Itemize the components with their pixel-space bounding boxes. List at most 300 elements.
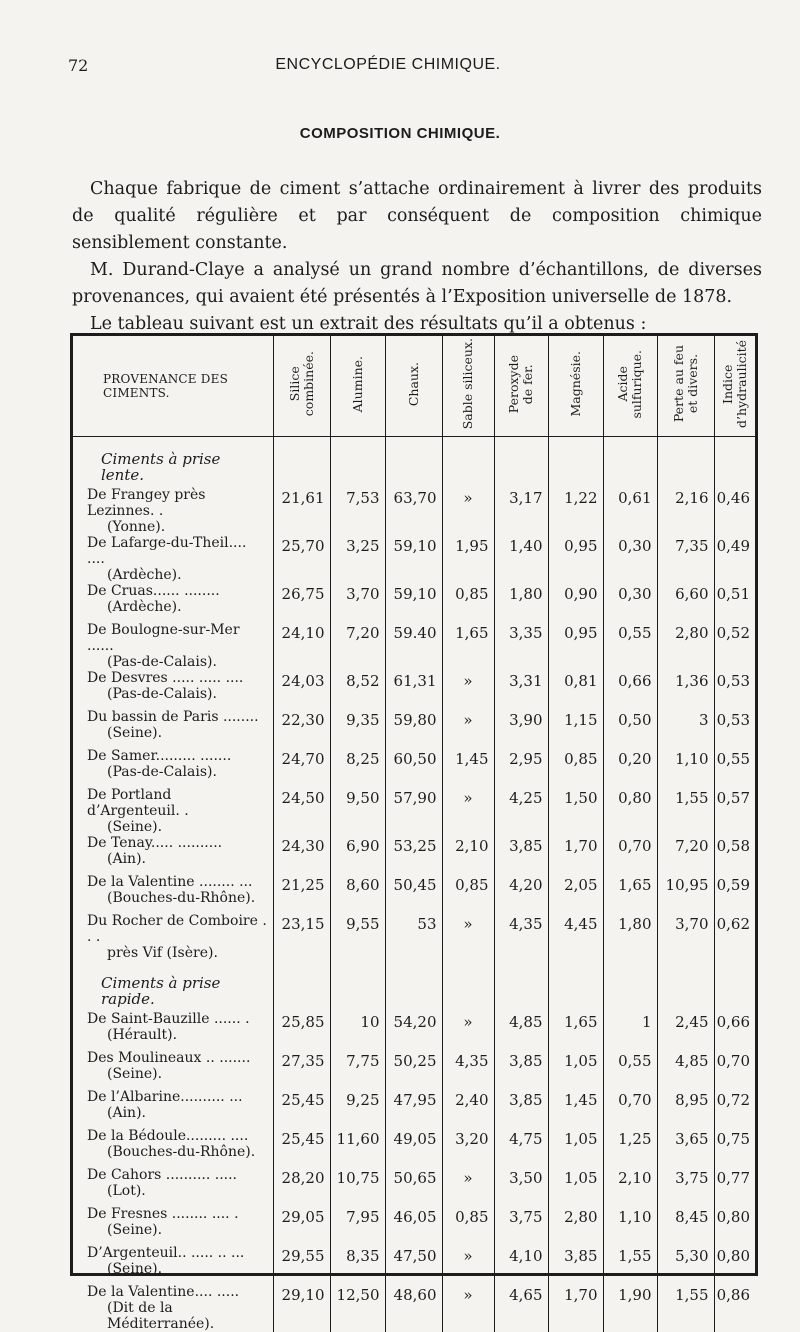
value-cell: 0,95 bbox=[548, 622, 603, 670]
provenance-cell bbox=[73, 1128, 273, 1167]
value-cell: 0,77 bbox=[714, 1167, 755, 1206]
provenance-cell bbox=[73, 1050, 273, 1089]
provenance-region: (Ardèche). bbox=[87, 567, 268, 583]
value-cell: 29,10 bbox=[273, 1284, 330, 1332]
table-row bbox=[73, 874, 755, 913]
value-cell: 3,35 bbox=[494, 622, 548, 670]
value-cell: 1,10 bbox=[657, 748, 714, 787]
empty-cell bbox=[442, 961, 494, 1011]
provenance-region: (Seine). bbox=[87, 819, 268, 835]
value-cell: 1,10 bbox=[603, 1206, 657, 1245]
value-cell: 3,70 bbox=[657, 913, 714, 961]
value-cell: 50,25 bbox=[385, 1050, 442, 1089]
value-cell: 2,45 bbox=[657, 1011, 714, 1050]
table-row bbox=[73, 487, 755, 535]
value-cell: 50,65 bbox=[385, 1167, 442, 1206]
value-cell: 53,25 bbox=[385, 835, 442, 874]
column-header bbox=[603, 336, 657, 437]
provenance-name: De l’Albarine.......... ... bbox=[87, 1089, 243, 1105]
group-row bbox=[73, 437, 755, 488]
empty-cell bbox=[494, 961, 548, 1011]
value-cell: 54,20 bbox=[385, 1011, 442, 1050]
value-cell: 0,50 bbox=[603, 709, 657, 748]
provenance-name: De Saint-Bauzille ...... . bbox=[87, 1011, 250, 1027]
value-cell: 9,35 bbox=[330, 709, 385, 748]
value-cell: 9,25 bbox=[330, 1089, 385, 1128]
provenance-region: (Seine). bbox=[87, 1066, 268, 1082]
value-cell: 0,70 bbox=[603, 1089, 657, 1128]
column-header-label: Sable siliceux. bbox=[461, 338, 475, 429]
value-cell: 0,52 bbox=[714, 622, 755, 670]
table-row bbox=[73, 583, 755, 622]
value-cell: 0,57 bbox=[714, 787, 755, 835]
empty-cell bbox=[714, 961, 755, 1011]
column-header-label: Alumine. bbox=[351, 356, 365, 412]
empty-cell bbox=[330, 961, 385, 1011]
value-cell: 0,62 bbox=[714, 913, 755, 961]
provenance-name: De la Valentine.... ..... bbox=[87, 1284, 239, 1300]
value-cell: 2,16 bbox=[657, 487, 714, 535]
value-cell: 1,65 bbox=[548, 1011, 603, 1050]
column-header-label: Indice d’hydraulicité bbox=[721, 340, 749, 428]
empty-cell bbox=[385, 437, 442, 488]
value-cell: 4,45 bbox=[548, 913, 603, 961]
value-cell: 3 bbox=[657, 709, 714, 748]
empty-cell bbox=[548, 437, 603, 488]
value-cell: 0,30 bbox=[603, 583, 657, 622]
value-cell: 48,60 bbox=[385, 1284, 442, 1332]
value-cell: 2,80 bbox=[548, 1206, 603, 1245]
value-cell: 1,15 bbox=[548, 709, 603, 748]
value-cell: 5,30 bbox=[657, 1245, 714, 1284]
table-row bbox=[73, 1050, 755, 1089]
value-cell: 0,51 bbox=[714, 583, 755, 622]
value-cell: 2,95 bbox=[494, 748, 548, 787]
provenance-region: (Hérault). bbox=[87, 1027, 268, 1043]
provenance-cell bbox=[73, 622, 273, 670]
value-cell: 25,85 bbox=[273, 1011, 330, 1050]
value-cell: 7,95 bbox=[330, 1206, 385, 1245]
value-cell: 0,53 bbox=[714, 709, 755, 748]
column-header-label: Acide sulfurique. bbox=[616, 350, 644, 419]
provenance-name: De Portland d’Argenteuil. . bbox=[87, 787, 189, 819]
value-cell: 1,05 bbox=[548, 1050, 603, 1089]
value-cell: 2,40 bbox=[442, 1089, 494, 1128]
value-cell: 0,85 bbox=[442, 583, 494, 622]
provenance-name: De Tenay..... .......... bbox=[87, 835, 222, 851]
value-cell: 57,90 bbox=[385, 787, 442, 835]
value-cell: 8,52 bbox=[330, 670, 385, 709]
column-header bbox=[657, 336, 714, 437]
running-title: ENCYCLOPÉDIE CHIMIQUE. bbox=[68, 56, 708, 74]
empty-cell bbox=[714, 437, 755, 488]
provenance-cell bbox=[73, 535, 273, 583]
value-cell: 9,50 bbox=[330, 787, 385, 835]
value-cell: 4,35 bbox=[494, 913, 548, 961]
table-row bbox=[73, 787, 755, 835]
value-cell: 7,20 bbox=[330, 622, 385, 670]
value-cell: 3,65 bbox=[657, 1128, 714, 1167]
value-cell: 0,55 bbox=[714, 748, 755, 787]
value-cell: 0,81 bbox=[548, 670, 603, 709]
value-cell: » bbox=[442, 1011, 494, 1050]
provenance-region: près Vif (Isère). bbox=[87, 945, 268, 961]
value-cell: 25,70 bbox=[273, 535, 330, 583]
value-cell: 50,45 bbox=[385, 874, 442, 913]
provenance-cell bbox=[73, 913, 273, 961]
value-cell: 9,55 bbox=[330, 913, 385, 961]
value-cell: 7,35 bbox=[657, 535, 714, 583]
provenance-name: De Boulogne-sur-Mer ...... bbox=[87, 622, 240, 654]
value-cell: 4,25 bbox=[494, 787, 548, 835]
table-row bbox=[73, 1089, 755, 1128]
value-cell: 63,70 bbox=[385, 487, 442, 535]
value-cell: 3,75 bbox=[657, 1167, 714, 1206]
value-cell: 1,70 bbox=[548, 835, 603, 874]
empty-cell bbox=[603, 961, 657, 1011]
value-cell: 0,80 bbox=[714, 1245, 755, 1284]
value-cell: 10 bbox=[330, 1011, 385, 1050]
provenance-cell bbox=[73, 787, 273, 835]
provenance-region: (Ain). bbox=[87, 851, 268, 867]
value-cell: 24,70 bbox=[273, 748, 330, 787]
provenance-name: De la Valentine ........ ... bbox=[87, 874, 252, 890]
provenance-name: Des Moulineaux .. ....... bbox=[87, 1050, 250, 1066]
value-cell: 53 bbox=[385, 913, 442, 961]
value-cell: 3,85 bbox=[548, 1245, 603, 1284]
value-cell: 7,53 bbox=[330, 487, 385, 535]
value-cell: 61,31 bbox=[385, 670, 442, 709]
column-header bbox=[494, 336, 548, 437]
column-header bbox=[714, 336, 755, 437]
value-cell: 0,85 bbox=[442, 1206, 494, 1245]
value-cell: 1,80 bbox=[603, 913, 657, 961]
table-row bbox=[73, 622, 755, 670]
table-row bbox=[73, 1128, 755, 1167]
value-cell: 47,50 bbox=[385, 1245, 442, 1284]
value-cell: 12,50 bbox=[330, 1284, 385, 1332]
value-cell: 47,95 bbox=[385, 1089, 442, 1128]
value-cell: 3,20 bbox=[442, 1128, 494, 1167]
provenance-name: D’Argenteuil.. ..... .. ... bbox=[87, 1245, 244, 1261]
value-cell: 59.40 bbox=[385, 622, 442, 670]
column-header-label: Magnésie. bbox=[569, 351, 583, 417]
empty-cell bbox=[657, 437, 714, 488]
column-header-label: Silice combinée. bbox=[288, 351, 316, 416]
empty-cell bbox=[273, 437, 330, 488]
empty-cell bbox=[442, 437, 494, 488]
value-cell: 60,50 bbox=[385, 748, 442, 787]
column-header bbox=[548, 336, 603, 437]
value-cell: » bbox=[442, 913, 494, 961]
value-cell: 0,46 bbox=[714, 487, 755, 535]
provenance-region: (Seine). bbox=[87, 1261, 268, 1277]
value-cell: 25,45 bbox=[273, 1128, 330, 1167]
value-cell: 2,80 bbox=[657, 622, 714, 670]
value-cell: 23,15 bbox=[273, 913, 330, 961]
table-row bbox=[73, 1284, 755, 1332]
value-cell: 4,65 bbox=[494, 1284, 548, 1332]
provenance-cell bbox=[73, 1167, 273, 1206]
value-cell: 29,05 bbox=[273, 1206, 330, 1245]
value-cell: 4,10 bbox=[494, 1245, 548, 1284]
value-cell: 21,25 bbox=[273, 874, 330, 913]
value-cell: 8,25 bbox=[330, 748, 385, 787]
group-label: Ciments à prise rapide. bbox=[73, 961, 273, 1011]
empty-cell bbox=[330, 437, 385, 488]
value-cell: 3,17 bbox=[494, 487, 548, 535]
value-cell: 1,80 bbox=[494, 583, 548, 622]
value-cell: 8,45 bbox=[657, 1206, 714, 1245]
value-cell: 3,25 bbox=[330, 535, 385, 583]
provenance-region: (Lot). bbox=[87, 1183, 268, 1199]
value-cell: 0,86 bbox=[714, 1284, 755, 1332]
value-cell: 10,95 bbox=[657, 874, 714, 913]
column-header-provenance: PROVENANCE DES CIMENTS. bbox=[73, 336, 273, 437]
provenance-region: (Bouches-du-Rhône). bbox=[87, 890, 268, 906]
empty-cell bbox=[657, 961, 714, 1011]
value-cell: 0,55 bbox=[603, 1050, 657, 1089]
value-cell: 7,75 bbox=[330, 1050, 385, 1089]
value-cell: 24,50 bbox=[273, 787, 330, 835]
provenance-cell bbox=[73, 709, 273, 748]
value-cell: 59,10 bbox=[385, 583, 442, 622]
value-cell: 0,95 bbox=[548, 535, 603, 583]
table-row bbox=[73, 709, 755, 748]
value-cell: 0,30 bbox=[603, 535, 657, 583]
value-cell: » bbox=[442, 1284, 494, 1332]
provenance-region: (Pas-de-Calais). bbox=[87, 764, 268, 780]
provenance-cell bbox=[73, 1284, 273, 1332]
value-cell: 1,05 bbox=[548, 1167, 603, 1206]
column-header-label: Perte au feu et divers. bbox=[672, 345, 700, 422]
value-cell: 3,85 bbox=[494, 1050, 548, 1089]
table-body bbox=[73, 437, 755, 1332]
column-header-label: Chaux. bbox=[407, 362, 421, 406]
value-cell: 59,10 bbox=[385, 535, 442, 583]
table-row bbox=[73, 1167, 755, 1206]
value-cell: 49,05 bbox=[385, 1128, 442, 1167]
provenance-name: De Cahors .......... ..... bbox=[87, 1167, 237, 1183]
provenance-name: De Desvres ..... ..... .... bbox=[87, 670, 243, 686]
value-cell: 1,70 bbox=[548, 1284, 603, 1332]
provenance-cell bbox=[73, 583, 273, 622]
value-cell: 3,50 bbox=[494, 1167, 548, 1206]
value-cell: 3,70 bbox=[330, 583, 385, 622]
value-cell: 3,85 bbox=[494, 1089, 548, 1128]
value-cell: 0,49 bbox=[714, 535, 755, 583]
table-row bbox=[73, 835, 755, 874]
value-cell: 24,10 bbox=[273, 622, 330, 670]
value-cell: 4,20 bbox=[494, 874, 548, 913]
value-cell: » bbox=[442, 670, 494, 709]
value-cell: 1,22 bbox=[548, 487, 603, 535]
value-cell: 0,85 bbox=[442, 874, 494, 913]
column-header bbox=[330, 336, 385, 437]
value-cell: 1,05 bbox=[548, 1128, 603, 1167]
table-row bbox=[73, 748, 755, 787]
value-cell: 0,80 bbox=[603, 787, 657, 835]
value-cell: 0,70 bbox=[714, 1050, 755, 1089]
empty-cell bbox=[385, 961, 442, 1011]
value-cell: » bbox=[442, 1245, 494, 1284]
column-header-label: Peroxyde de fer. bbox=[507, 355, 535, 413]
value-cell: 3,90 bbox=[494, 709, 548, 748]
value-cell: 0,61 bbox=[603, 487, 657, 535]
value-cell: 29,55 bbox=[273, 1245, 330, 1284]
value-cell: 46,05 bbox=[385, 1206, 442, 1245]
provenance-name: De Frangey près Lezinnes. . bbox=[87, 487, 205, 519]
empty-cell bbox=[494, 437, 548, 488]
column-header bbox=[442, 336, 494, 437]
value-cell: 1,95 bbox=[442, 535, 494, 583]
value-cell: 0,55 bbox=[603, 622, 657, 670]
value-cell: » bbox=[442, 1167, 494, 1206]
table-row bbox=[73, 670, 755, 709]
intro-paragraph: M. Durand-Claye a analysé un grand nombre d’échantillons, de diverses provenances, qui avaient été présentés à l’Exposition universelle de 1878. bbox=[72, 257, 762, 311]
value-cell: » bbox=[442, 487, 494, 535]
provenance-cell bbox=[73, 487, 273, 535]
value-cell: 0,66 bbox=[714, 1011, 755, 1050]
provenance-name: Du Rocher de Comboire . . . bbox=[87, 913, 267, 945]
value-cell: 1,55 bbox=[603, 1245, 657, 1284]
value-cell: 0,58 bbox=[714, 835, 755, 874]
group-label: Ciments à prise lente. bbox=[73, 437, 273, 488]
value-cell: 1,45 bbox=[548, 1089, 603, 1128]
value-cell: 4,35 bbox=[442, 1050, 494, 1089]
value-cell: 6,90 bbox=[330, 835, 385, 874]
value-cell: 4,75 bbox=[494, 1128, 548, 1167]
value-cell: 22,30 bbox=[273, 709, 330, 748]
value-cell: 26,75 bbox=[273, 583, 330, 622]
value-cell: 3,31 bbox=[494, 670, 548, 709]
intro-paragraph: Chaque fabrique de ciment s’attache ordinairement à livrer des produits de qualité régulière et par conséquent de composition chimique sensiblement constante. bbox=[72, 176, 762, 257]
provenance-region: (Dit de la Méditerranée). bbox=[87, 1300, 268, 1332]
value-cell: 7,20 bbox=[657, 835, 714, 874]
value-cell: » bbox=[442, 709, 494, 748]
value-cell: 2,05 bbox=[548, 874, 603, 913]
value-cell: 4,85 bbox=[494, 1011, 548, 1050]
value-cell: 1,36 bbox=[657, 670, 714, 709]
value-cell: 1,90 bbox=[603, 1284, 657, 1332]
group-row bbox=[73, 961, 755, 1011]
provenance-region: (Ain). bbox=[87, 1105, 268, 1121]
value-cell: 24,30 bbox=[273, 835, 330, 874]
empty-cell bbox=[548, 961, 603, 1011]
provenance-cell bbox=[73, 1011, 273, 1050]
provenance-region: (Yonne). bbox=[87, 519, 268, 535]
value-cell: 25,45 bbox=[273, 1089, 330, 1128]
value-cell: » bbox=[442, 787, 494, 835]
provenance-region: (Bouches-du-Rhône). bbox=[87, 1144, 268, 1160]
value-cell: 21,61 bbox=[273, 487, 330, 535]
value-cell: 1 bbox=[603, 1011, 657, 1050]
composition-table bbox=[73, 336, 755, 1332]
provenance-region: (Pas-de-Calais). bbox=[87, 654, 268, 670]
value-cell: 3,85 bbox=[494, 835, 548, 874]
value-cell: 0,75 bbox=[714, 1128, 755, 1167]
column-header bbox=[385, 336, 442, 437]
value-cell: 1,55 bbox=[657, 787, 714, 835]
value-cell: 8,95 bbox=[657, 1089, 714, 1128]
page-header bbox=[68, 56, 768, 78]
provenance-region: (Seine). bbox=[87, 1222, 268, 1238]
value-cell: 10,75 bbox=[330, 1167, 385, 1206]
intro-text bbox=[72, 176, 762, 338]
provenance-cell bbox=[73, 835, 273, 874]
value-cell: 0,85 bbox=[548, 748, 603, 787]
provenance-name: De Cruas...... ........ bbox=[87, 583, 220, 599]
provenance-name: Du bassin de Paris ........ bbox=[87, 709, 259, 725]
value-cell: 24,03 bbox=[273, 670, 330, 709]
value-cell: 59,80 bbox=[385, 709, 442, 748]
value-cell: 4,85 bbox=[657, 1050, 714, 1089]
provenance-cell bbox=[73, 1089, 273, 1128]
value-cell: 0,20 bbox=[603, 748, 657, 787]
page-number: 72 bbox=[68, 56, 88, 75]
provenance-cell bbox=[73, 874, 273, 913]
value-cell: 3,75 bbox=[494, 1206, 548, 1245]
provenance-name: De Lafarge-du-Theil.... .... bbox=[87, 535, 246, 567]
value-cell: 0,53 bbox=[714, 670, 755, 709]
value-cell: 0,72 bbox=[714, 1089, 755, 1128]
value-cell: 8,35 bbox=[330, 1245, 385, 1284]
value-cell: 8,60 bbox=[330, 874, 385, 913]
value-cell: 0,66 bbox=[603, 670, 657, 709]
provenance-region: (Ardèche). bbox=[87, 599, 268, 615]
provenance-region: (Pas-de-Calais). bbox=[87, 686, 268, 702]
table-header-row bbox=[73, 336, 755, 437]
table-row bbox=[73, 1011, 755, 1050]
table-row bbox=[73, 1206, 755, 1245]
value-cell: 2,10 bbox=[603, 1167, 657, 1206]
value-cell: 27,35 bbox=[273, 1050, 330, 1089]
provenance-cell bbox=[73, 670, 273, 709]
provenance-name: De Samer......... ....... bbox=[87, 748, 231, 764]
value-cell: 28,20 bbox=[273, 1167, 330, 1206]
provenance-region: (Seine). bbox=[87, 725, 268, 741]
intro-paragraph: Le tableau suivant est un extrait des résultats qu’il a obtenus : bbox=[72, 311, 762, 338]
value-cell: 0,80 bbox=[714, 1206, 755, 1245]
value-cell: 0,90 bbox=[548, 583, 603, 622]
value-cell: 1,50 bbox=[548, 787, 603, 835]
provenance-cell bbox=[73, 748, 273, 787]
value-cell: 1,45 bbox=[442, 748, 494, 787]
section-title: COMPOSITION CHIMIQUE. bbox=[0, 125, 800, 142]
value-cell: 2,10 bbox=[442, 835, 494, 874]
empty-cell bbox=[273, 961, 330, 1011]
column-header bbox=[273, 336, 330, 437]
table-row bbox=[73, 1245, 755, 1284]
provenance-name: De la Bédoule......... .... bbox=[87, 1128, 248, 1144]
value-cell: 0,59 bbox=[714, 874, 755, 913]
value-cell: 1,55 bbox=[657, 1284, 714, 1332]
value-cell: 11,60 bbox=[330, 1128, 385, 1167]
provenance-name: De Fresnes ........ .... . bbox=[87, 1206, 239, 1222]
value-cell: 0,70 bbox=[603, 835, 657, 874]
provenance-cell bbox=[73, 1245, 273, 1284]
empty-cell bbox=[603, 437, 657, 488]
provenance-cell bbox=[73, 1206, 273, 1245]
table-row bbox=[73, 535, 755, 583]
value-cell: 1,65 bbox=[442, 622, 494, 670]
value-cell: 1,40 bbox=[494, 535, 548, 583]
value-cell: 1,25 bbox=[603, 1128, 657, 1167]
value-cell: 1,65 bbox=[603, 874, 657, 913]
table-row bbox=[73, 913, 755, 961]
value-cell: 6,60 bbox=[657, 583, 714, 622]
composition-table-frame bbox=[70, 333, 758, 1276]
